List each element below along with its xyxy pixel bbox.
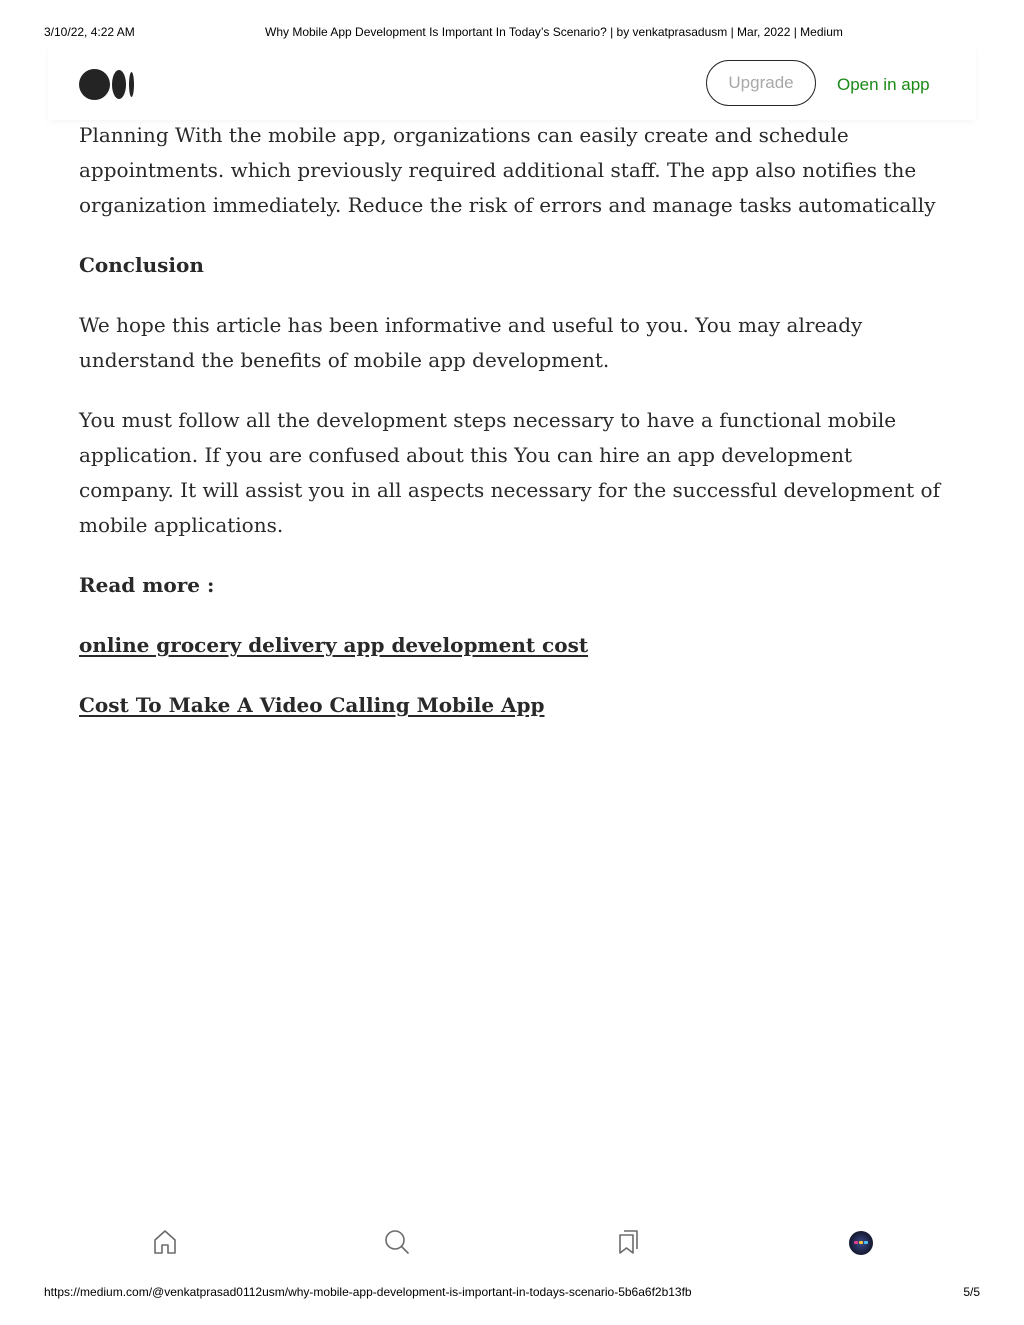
- print-header: [0, 25, 1024, 41]
- read-more-heading: Read more :: [79, 573, 215, 597]
- home-icon[interactable]: [151, 1228, 179, 1256]
- paragraph-planning: Planning With the mobile app, organizations can easily create and schedule appointments. which previously required additional staff. The app also notifies the organization immediately. Reduce the risk of errors and manage tasks automatically: [79, 123, 936, 217]
- upgrade-button[interactable]: Upgrade: [706, 60, 816, 106]
- paragraph-conclusion-1: We hope this article has been informative and useful to you. You may already understand the benefits of mobile app development.: [79, 313, 863, 372]
- avatar[interactable]: [849, 1231, 873, 1255]
- search-icon[interactable]: [383, 1228, 411, 1256]
- print-page-number: 5/5: [963, 1285, 980, 1299]
- paragraph-conclusion-2: You must follow all the development steps necessary to have a functional mobile application. If you are confused about this You can hire an app development company. It will assist you in all aspects necessary for the successful development of mobile applications.: [79, 408, 940, 537]
- bookmarks-icon[interactable]: [615, 1228, 643, 1256]
- bottom-navigation-bar: [48, 1203, 976, 1279]
- print-footer: [0, 1285, 1024, 1301]
- link-video-calling-app-cost[interactable]: Cost To Make A Video Calling Mobile App: [79, 693, 545, 717]
- print-url: https://medium.com/@venkatprasad0112usm/why-mobile-app-development-is-important-in-todays-scenario-5b6a6f2b13fb: [44, 1285, 692, 1299]
- medium-logo-icon[interactable]: [79, 68, 135, 101]
- conclusion-heading: Conclusion: [79, 253, 204, 277]
- print-page-title: Why Mobile App Development Is Important In Today’s Scenario? | by venkatprasadusm | Mar, 2022 | Medium: [265, 25, 843, 39]
- top-navigation-bar: [48, 48, 976, 120]
- open-in-app-link[interactable]: Open in app: [837, 75, 930, 94]
- article-body: [79, 118, 945, 748]
- link-grocery-app-cost[interactable]: online grocery delivery app development cost: [79, 633, 589, 657]
- print-datetime: 3/10/22, 4:22 AM: [44, 25, 135, 39]
